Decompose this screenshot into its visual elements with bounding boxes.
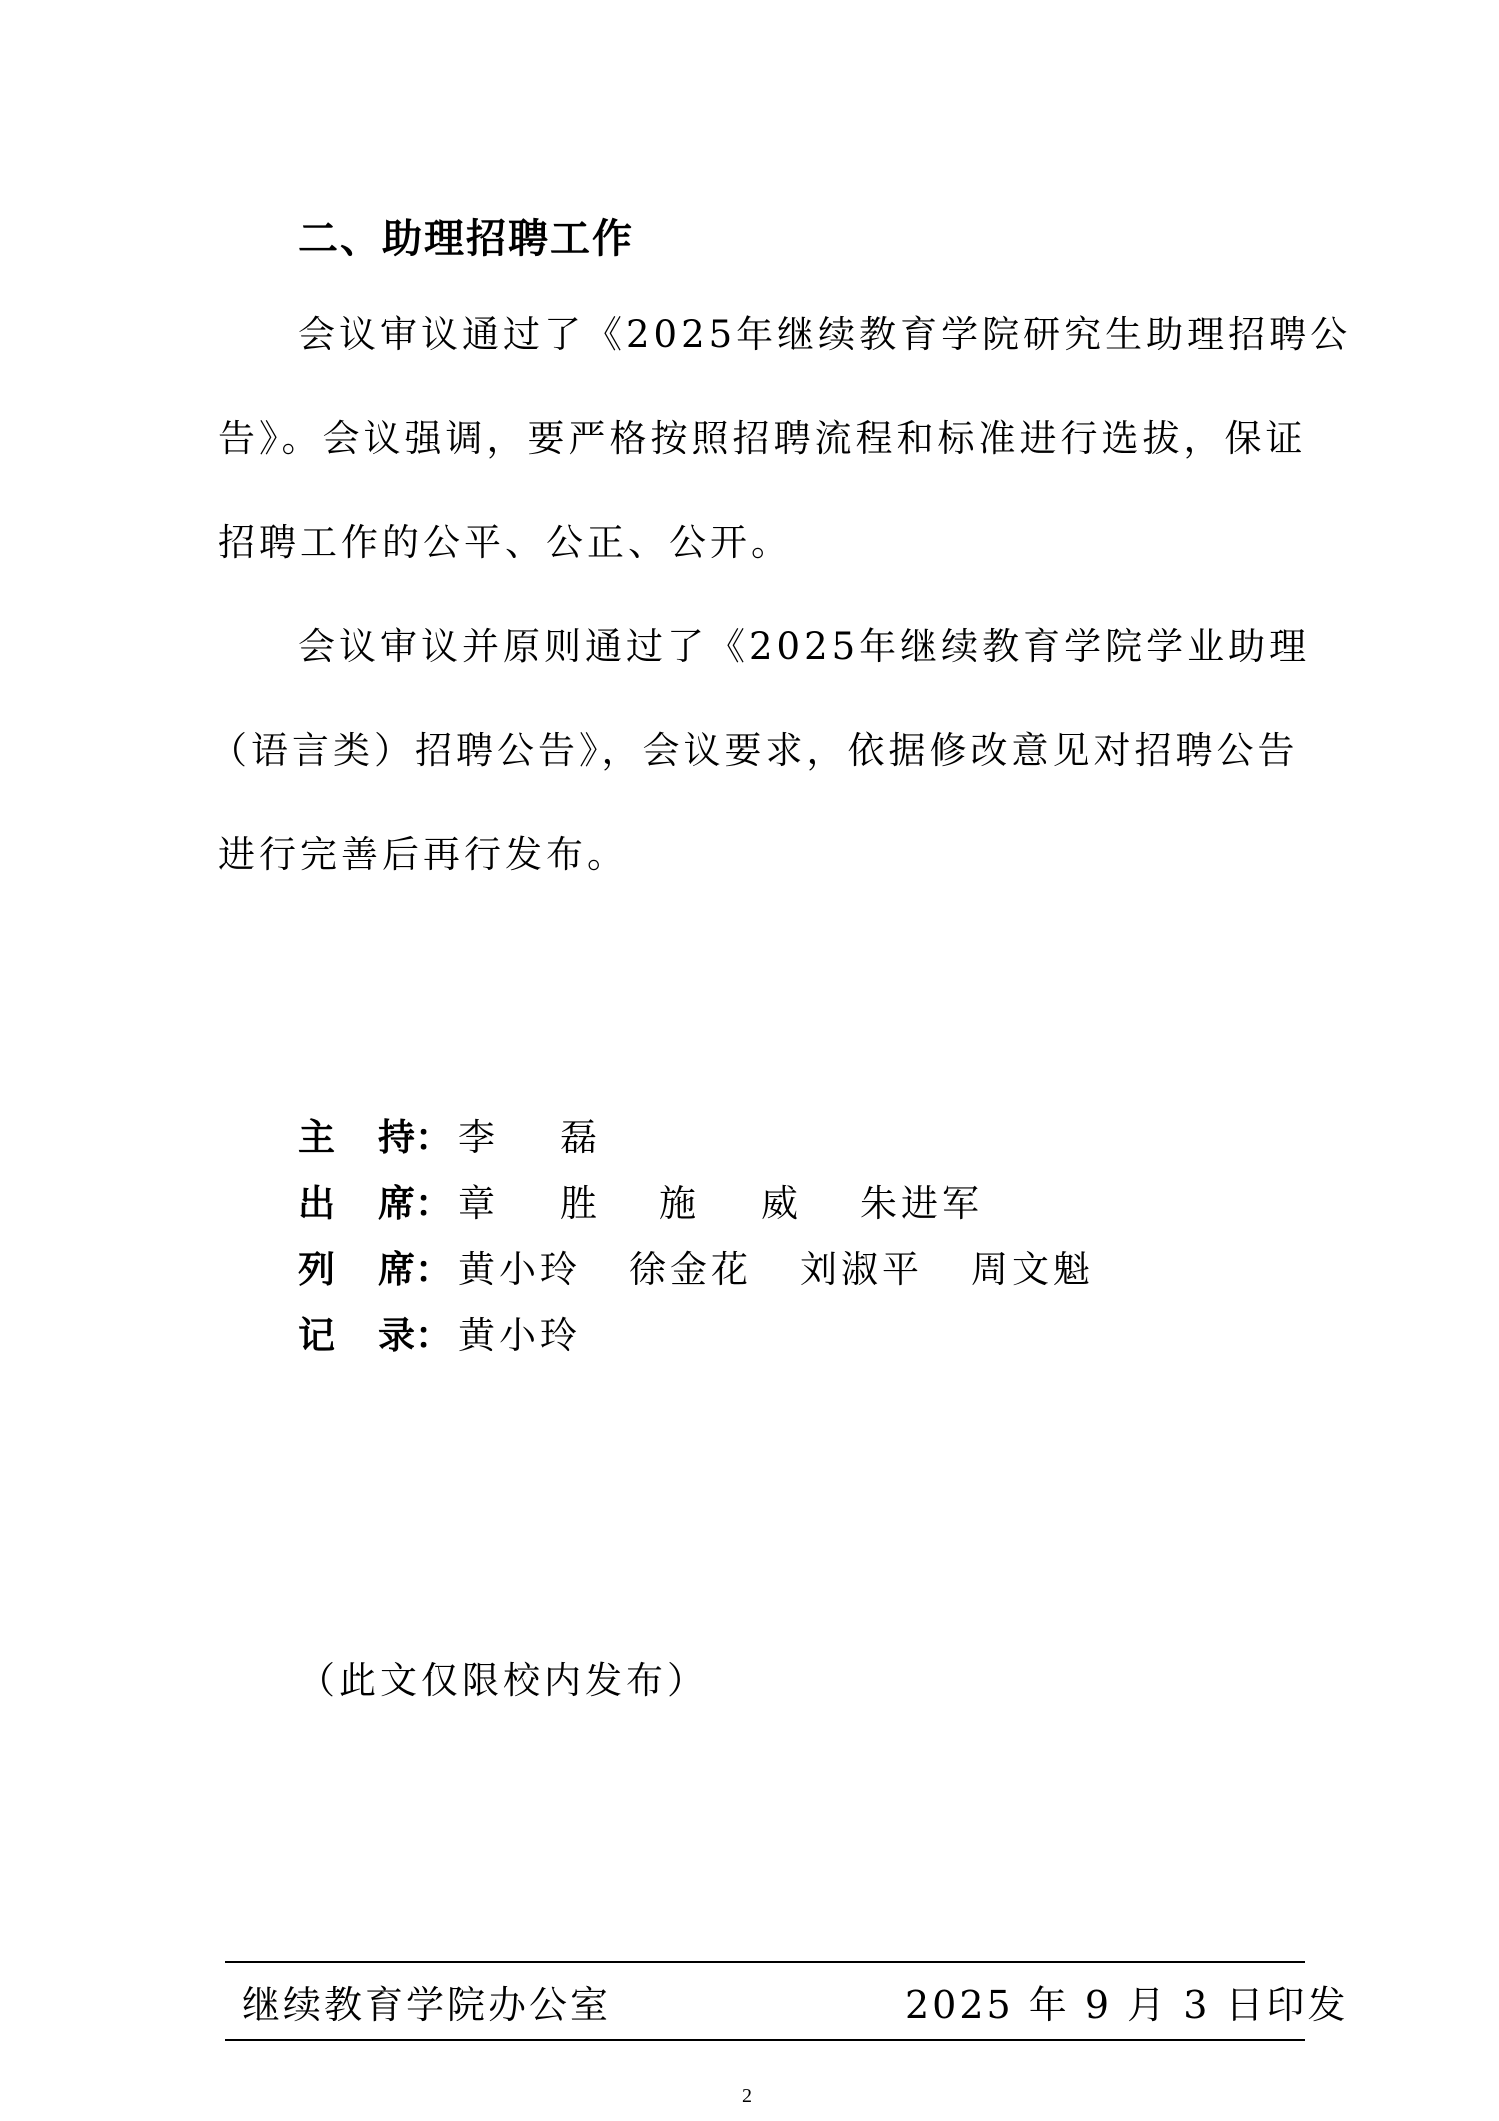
paragraph-line: 进行完善后再行发布。 [218, 833, 628, 876]
attending-names [458, 1248, 1142, 1291]
distribution-notice: （此文仅限校内发布） [298, 1659, 708, 1702]
person-name: 周文魁 [971, 1248, 1094, 1291]
host-label: 主 持： [298, 1116, 452, 1159]
paragraph-line: 会议审议并原则通过了《2025年继续教育学院学业助理 [298, 625, 1311, 668]
host-row [298, 1113, 659, 1163]
recorder-names [458, 1314, 629, 1357]
attending-row [298, 1245, 1142, 1295]
paragraph-line: （语言类）招聘公告》，会议要求，依据修改意见对招聘公告 [210, 729, 1299, 772]
person-name: 黄小玲 [458, 1248, 581, 1291]
person-name: 刘淑平 [800, 1248, 923, 1291]
page-number: 2 [742, 2085, 752, 2107]
footer-bottom-rule [225, 2039, 1305, 2041]
person-name: 施 威 [659, 1182, 812, 1225]
footer-issuer: 继续教育学院办公室 [242, 1983, 612, 2027]
paragraph-line: 招聘工作的公平、公正、公开。 [218, 521, 792, 564]
footer-date: 2025 年 9 月 3 日印发 [905, 1983, 1349, 2027]
footer-top-rule [225, 1961, 1305, 1963]
paragraph-line: 告》。会议强调，要严格按照招聘流程和标准进行选拔，保证 [218, 417, 1307, 460]
person-name: 章 胜 [458, 1182, 611, 1225]
recorder-row [298, 1311, 629, 1361]
section-heading: 二、助理招聘工作 [298, 216, 634, 262]
person-name: 黄小玲 [458, 1314, 581, 1357]
present-label: 出 席： [298, 1182, 452, 1225]
recorder-label: 记 录： [298, 1314, 452, 1357]
person-name: 徐金花 [629, 1248, 752, 1291]
attending-label: 列 席： [298, 1248, 452, 1291]
person-name: 朱进军 [860, 1182, 983, 1225]
present-row [298, 1179, 1031, 1229]
person-name: 李 磊 [458, 1116, 611, 1159]
present-names [458, 1182, 1031, 1225]
host-names [458, 1116, 659, 1159]
paragraph-line: 会议审议通过了《2025年继续教育学院研究生助理招聘公 [298, 313, 1352, 356]
